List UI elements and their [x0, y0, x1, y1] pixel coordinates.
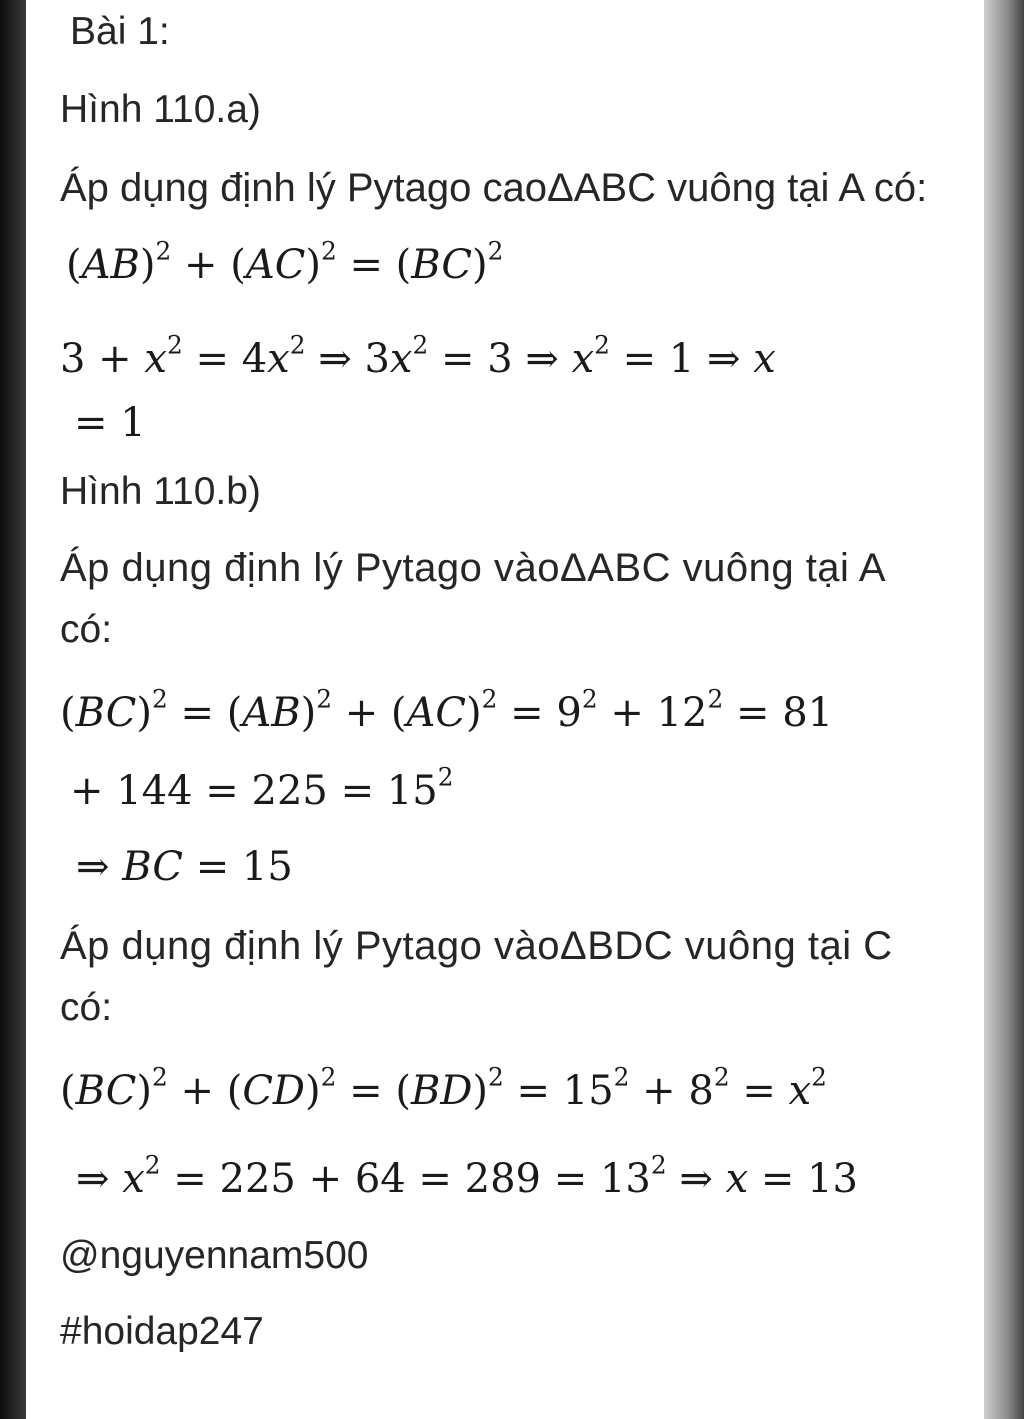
- equation-a1: (AB)$^2$ + (AC)$^2$ = (BC)$^2$: [66, 236, 504, 288]
- equation-a2: $3 + x^2 = 4x^2$ ⇒ $3x^2 = 3$ ⇒ $x^2 = 1$ ⇒ x: [60, 330, 776, 382]
- heading-hinh-110b: Hình 110.b): [60, 470, 261, 513]
- equation-b4: $(BC)^2 + (CD)^2 = (BD)^2 = 15^2 + 8^2 = x^2$: [60, 1062, 827, 1114]
- heading-bai: Bài 1:: [70, 10, 170, 53]
- text-pytago-b2: Áp dụng định lý Pytago vàoΔBDC vuông tại C: [60, 924, 893, 968]
- hashtag: #hoidap247: [60, 1310, 264, 1353]
- author-handle: @nguyennam500: [60, 1234, 369, 1277]
- heading-hinh-110a: Hình 110.a): [60, 88, 261, 131]
- equation-a3: = 1: [74, 400, 146, 446]
- equation-b5: ⇒ $x^2 = 225 + 64 = 289 = 13^2$ ⇒ x = 13: [76, 1150, 858, 1202]
- text-pytago-a: Áp dụng định lý Pytago caoΔABC vuông tại A có:: [60, 166, 928, 210]
- text-pytago-b1: Áp dụng định lý Pytago vàoΔABC vuông tại A: [60, 546, 887, 590]
- equation-b2: + $144 = 225 = 15^2$: [70, 762, 454, 814]
- left-edge: [0, 0, 26, 1419]
- text-pytago-b1-co: có:: [60, 608, 113, 651]
- right-edge: [984, 0, 1024, 1419]
- equation-b3: ⇒ BC = 15: [76, 844, 293, 890]
- equation-b1: $(BC)^2 = (AB)^2 + (AC)^2 = 9^2 + 12^2 = 81$: [60, 684, 834, 736]
- text-pytago-b2-co: có:: [60, 986, 113, 1029]
